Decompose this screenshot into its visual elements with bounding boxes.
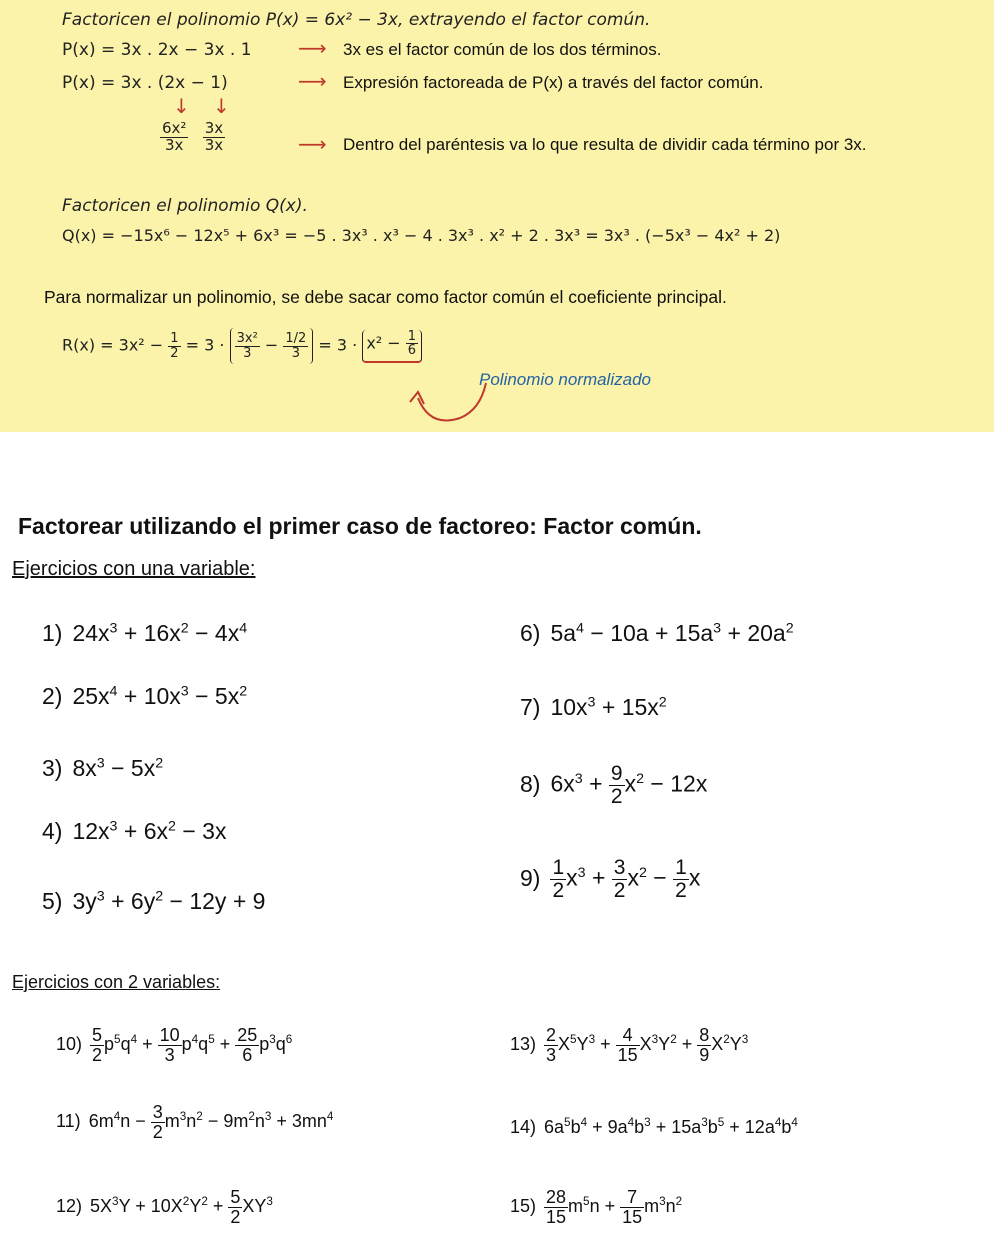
panel-line-3-note: Expresión factoreada de P(x) a través del factor común.	[343, 73, 764, 92]
exercise-11: 11) $6m^4n$ − $\frac{3}{2}$ $m^3n^2 - 9m^2n^3 + 3mn^4$	[56, 1102, 334, 1142]
exercise-15: 15) $\frac{28}{15}$ $m^5n$ + $\frac{7}{15}$ $m^3n^2$	[510, 1187, 683, 1227]
fraction-denominator: 3x	[165, 135, 184, 154]
exercise-7: 7) $10x^3 + 15x^2$	[520, 694, 667, 720]
panel-line-6: Q(x) = −15x⁶ − 12x⁵ + 6x³ = −5 . 3x³ . x³ − 4 . 3x³ . x² + 2 . 3x³ = 3x³ . (−5x³ − 4x² + 2)	[62, 226, 781, 245]
exercise-9: 9) $\frac{1}{2}$ $x^3$ + $\frac{3}{2}$ $x^2$ − $\frac{1}{2}$ x	[520, 856, 701, 903]
fraction-numerator: 3x	[204, 119, 224, 137]
fraction-denominator: 3x	[204, 135, 224, 154]
panel-line-4-note: Dentro del paréntesis va lo que resulta de dividir cada término por 3x.	[343, 135, 867, 154]
fraction-numerator: 1	[407, 328, 417, 344]
fraction-numerator: 6x²	[162, 119, 187, 137]
normalize-text: Para normalizar un polinomio, se debe sacar como factor común el coeficiente principal.	[44, 287, 727, 307]
fraction-denominator: 2	[170, 345, 179, 361]
fraction-numerator: 1	[170, 331, 179, 346]
exercise-1: 1) $24x^3 + 16x^2 - 4x^4$	[42, 620, 248, 646]
panel-line-1: Factoricen el polinomio P(x) = 6x² − 3x, extrayendo el factor común.	[62, 10, 651, 30]
exercise-2: 2) $25x^4 + 10x^3 - 5x^2$	[42, 683, 248, 709]
fraction-numerator: 1/2	[285, 331, 307, 346]
right-arrow-icon: ⟶	[298, 69, 327, 93]
division-fractions	[160, 121, 225, 154]
section-two-variables: Ejercicios con 2 variables:	[12, 972, 221, 992]
panel-line-5: Factoricen el polinomio Q(x).	[62, 196, 308, 216]
panel-line-2-expr: P(x) = 3x . 2x − 3x . 1	[62, 40, 252, 60]
exercise-14: 14) $6a^5b^4 + 9a^4b^3 + 15a^3b^5 + 12a^4b^4$	[510, 1116, 798, 1137]
exercise-12: 12) $5X^3Y + 10X^2Y^2$ + $\frac{5}{2}$ $XY^3$	[56, 1187, 273, 1227]
expr-part: = 3 ·	[185, 335, 225, 355]
exercise-6: 6) $5a^4 - 10a + 15a^3 + 20a^2$	[520, 620, 794, 646]
exercises-title: Factorear utilizando el primer caso de factoreo: Factor común.	[18, 513, 702, 539]
right-arrow-icon: ⟶	[298, 132, 327, 156]
right-arrow-icon: ⟶	[298, 36, 327, 60]
exercise-3: 3) $8x^3 - 5x^2$	[42, 755, 164, 781]
exercise-4: 4) $12x^3 + 6x^2 - 3x$	[42, 818, 227, 844]
fraction-denominator: 6	[407, 343, 417, 359]
down-arrow-icon: ↓	[173, 94, 190, 118]
expr-part: = 3 ·	[318, 335, 358, 355]
section-one-variable: Ejercicios con una variable:	[12, 558, 256, 580]
fraction-denominator: 3	[243, 345, 252, 361]
exercise-5: 5) $3y^3 + 6y^2 - 12y + 9$	[42, 888, 266, 914]
panel-line-3-expr: P(x) = 3x . (2x − 1)	[62, 73, 228, 93]
exercise-13: 13) $\frac{2}{3}$ $X^5Y^3$ + $\frac{4}{15}$ $X^3Y^2$ + $\frac{8}{9}$ $X^2Y^3$	[510, 1025, 749, 1065]
expr-part: R(x) = 3x² −	[62, 335, 164, 355]
exercise-10: 10) $\frac{5}{2}$ $p^5q^4$ + $\frac{10}{3}$ $p^4q^5$ + $\frac{25}{6}$ $p^3q^6$	[56, 1025, 293, 1065]
fraction-denominator: 3	[291, 345, 300, 361]
expr-part: x² −	[366, 333, 401, 353]
exercise-8: 8) $6x^3$ + $\frac{9}{2}$ $x^2 - 12x$	[520, 762, 708, 809]
fraction-numerator: 3x²	[236, 331, 258, 346]
example-panel	[0, 0, 994, 432]
down-arrow-icon: ↓	[213, 94, 230, 118]
normalized-label: Polinomio normalizado	[479, 370, 651, 389]
panel-line-2-note: 3x es el factor común de los dos términos.	[343, 40, 662, 59]
normalize-expression: R(x) = 3x² − $\frac{1}{2}$ = 3 · $\frac{\text{3x²}}{3}$ − $\frac{1/2}{3}$ = 3 · x² − $\frac{1}{6}$	[62, 328, 422, 364]
